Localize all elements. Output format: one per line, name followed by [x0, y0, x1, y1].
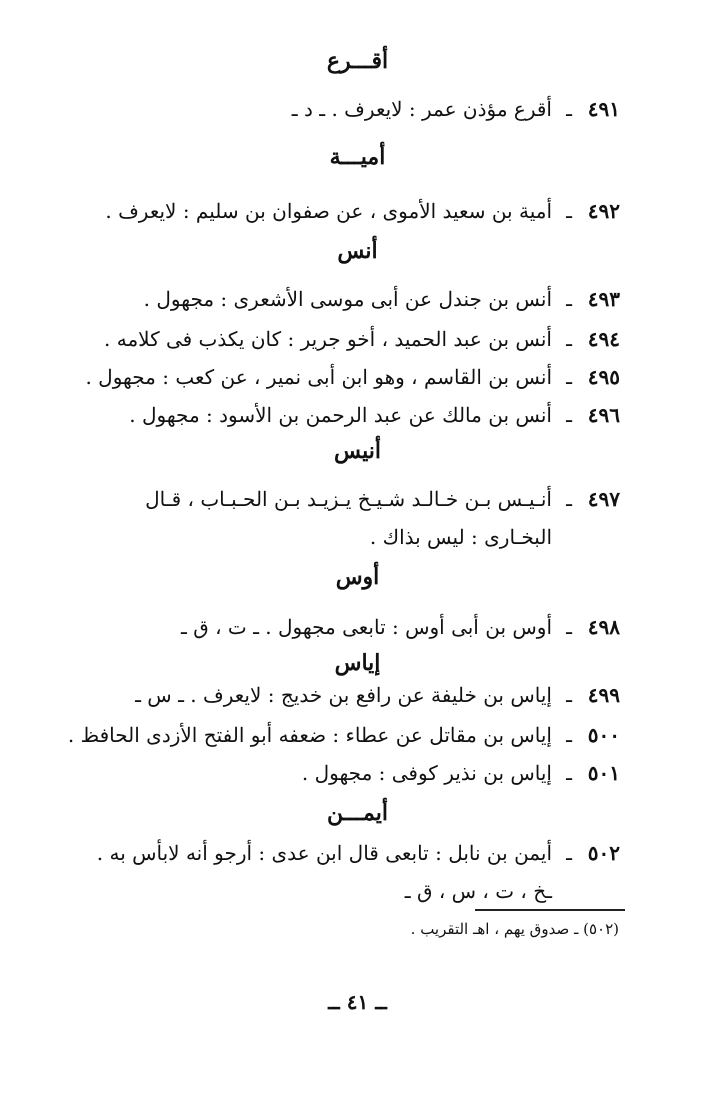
section-heading: أنس — [337, 238, 378, 264]
entry-number: ٥٠٠ — [587, 723, 620, 747]
entry-number: ٤٩٨ — [587, 615, 620, 639]
entry-dash: ـ — [566, 723, 572, 747]
entry-dash: ـ — [566, 327, 572, 351]
entry-number: ٤٩٣ — [587, 287, 620, 311]
entry-number: ٥٠١ — [587, 761, 620, 785]
section-heading: إياس — [334, 650, 381, 676]
section-heading: أيمـــن — [326, 800, 389, 826]
entry-text: إياس بن نذير كوفى : مجهول . — [301, 761, 552, 785]
entry-number: ٤٩٦ — [587, 403, 620, 427]
entry-dash: ـ — [566, 615, 572, 639]
entry-text: أنس بن مالك عن عبد الرحمن بن الأسود : مجهول . — [129, 403, 552, 427]
entry-502-continuation: ـخ ، ت ، س ، ق ـ — [404, 879, 552, 903]
entry-497-continuation: البخـارى : ليس بذاك . — [369, 525, 552, 549]
entry-text: أنـيـس بـن خـالـد شـيـخ يـزيـد بـن الحـبـاب ، قـال — [145, 487, 552, 511]
entry-text: أقرع مؤذن عمر : لايعرف . ـ د ـ — [291, 97, 552, 121]
entry-dash: ـ — [566, 199, 572, 223]
entry-text: أوس بن أبى أوس : تابعى مجهول . ـ ت ، ق ـ — [181, 615, 552, 639]
entry-dash: ـ — [566, 761, 572, 785]
entry-dash: ـ — [566, 487, 572, 511]
entry-dash: ـ — [566, 97, 572, 121]
entry-text: أيمن بن نابل : تابعى قال ابن عدى : أرجو أنه لابأس به . — [96, 841, 552, 865]
entry-number: ٤٩٢ — [587, 199, 620, 223]
footnote-rule — [475, 909, 625, 911]
entry-dash: ـ — [566, 841, 572, 865]
entry-number: ٤٩٥ — [587, 365, 620, 389]
section-heading: أوس — [335, 564, 380, 590]
entry-dash: ـ — [566, 365, 572, 389]
entry-dash: ـ — [566, 287, 572, 311]
entry-number: ٤٩١ — [587, 97, 620, 121]
entry-text: أمية بن سعيد الأموى ، عن صفوان بن سليم : لايعرف . — [105, 199, 552, 223]
entry-text: إياس بن مقاتل عن عطاء : ضعفه أبو الفتح الأزدى الحافظ . — [67, 723, 552, 747]
page-number: ــ ٤١ ــ — [328, 990, 387, 1014]
footnote: (٥٠٢) ـ صدوق يهم ، اهـ التقريب . — [410, 920, 619, 938]
entry-dash: ـ — [566, 403, 572, 427]
section-heading: أنيس — [334, 438, 381, 464]
entry-number: ٤٩٧ — [587, 487, 620, 511]
entry-number: ٤٩٩ — [587, 683, 620, 707]
entry-text: إياس بن خليفة عن رافع بن خديج : لايعرف . ـ س ـ — [135, 683, 552, 707]
entry-text: أنس بن جندل عن أبى موسى الأشعرى : مجهول . — [143, 287, 552, 311]
section-heading: أقـــرع — [326, 48, 389, 74]
entry-number: ٤٩٤ — [587, 327, 620, 351]
entry-dash: ـ — [566, 683, 572, 707]
entry-text: أنس بن القاسم ، وهو ابن أبى نمير ، عن كعب : مجهول . — [85, 365, 552, 389]
entry-number: ٥٠٢ — [587, 841, 620, 865]
entry-text: أنس بن عبد الحميد ، أخو جرير : كان يكذب فى كلامه . — [104, 327, 552, 351]
section-heading: أميـــة — [329, 144, 386, 170]
